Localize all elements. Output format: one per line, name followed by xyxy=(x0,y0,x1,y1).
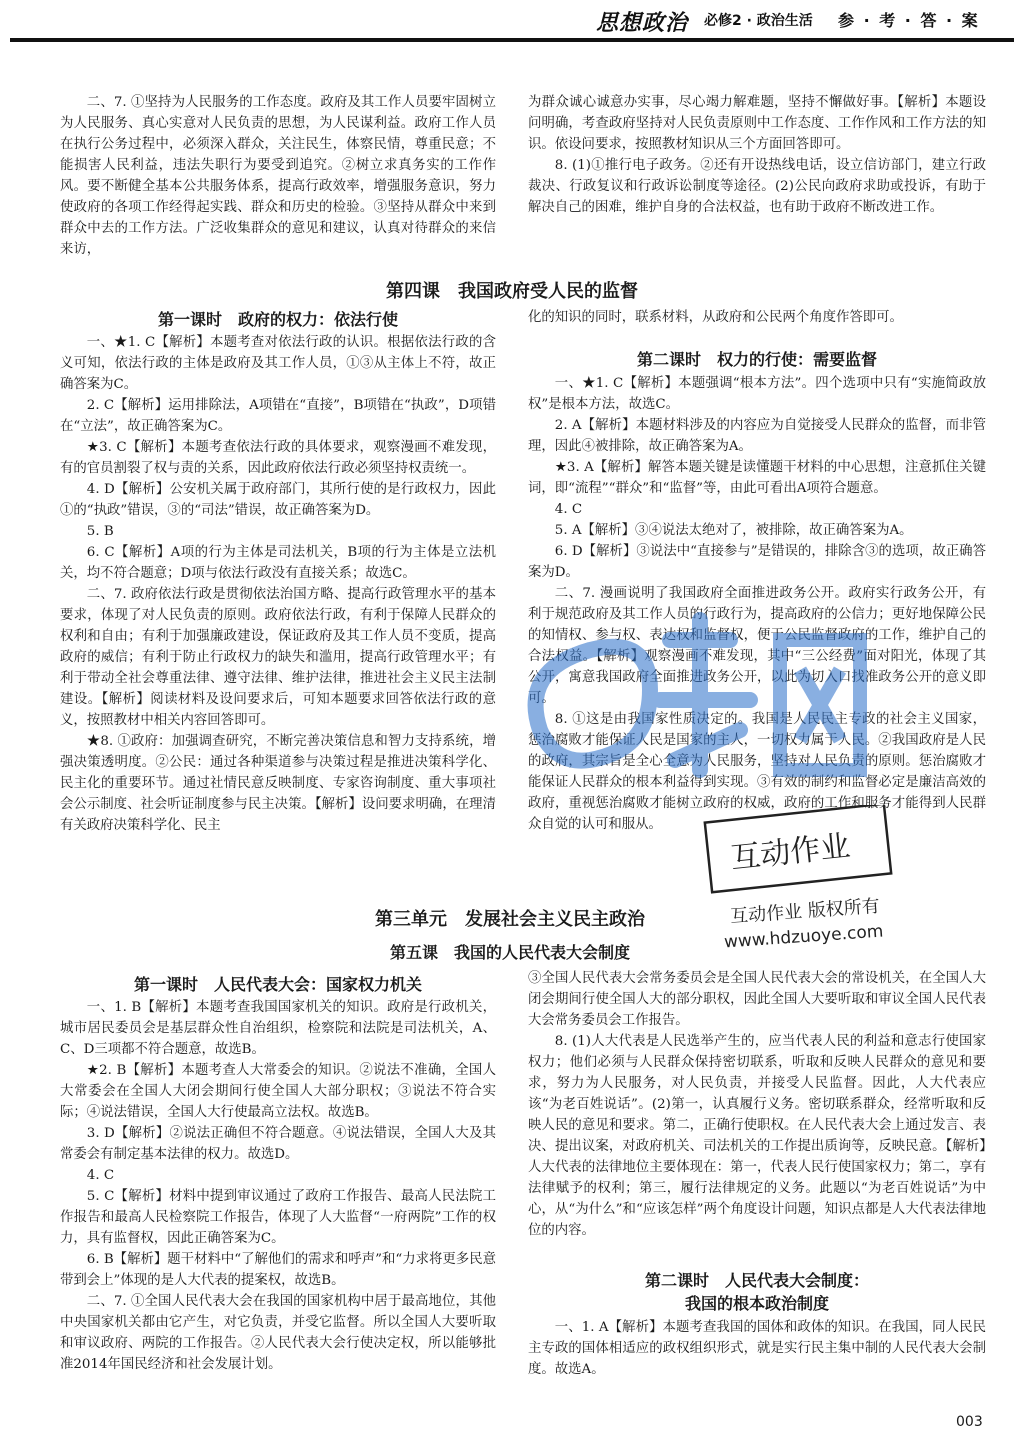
lesson4-period2-title: 第二课时 权力的行使：需要监督 xyxy=(636,350,877,369)
answers-label: 参 · 考 · 答 · 案 xyxy=(838,11,980,30)
watermark-logo xyxy=(500,610,880,800)
watermark-stamp xyxy=(700,805,980,965)
lesson5-title: 第五课 我国的人民代表大会制度 xyxy=(389,943,630,962)
paragraph: ★8. ①政府：加强调查研究，不断完善决策信息和智力支持系统，增强决策透明度。②公民：通过各种渠道参与决策过程是推进决策科学化、民主化的重要环节。通过社情民意反映制度、专家咨询制度、重大事项社会公示制度、社会听证制度参与民主决策。【解析】设问要求明确，在理清有关政府决策科学化、民主 xyxy=(60,734,496,833)
lesson5-period2-title-line1: 第二课时 人民代表大会制度： xyxy=(644,1271,869,1290)
paragraph: 化的知识的同时，联系材料，从政府和公民两个角度作答即可。 xyxy=(528,310,903,325)
paragraph: ★3. C【解析】本题考查依法行政的具体要求，观察漫画不难发现，有的官员割裂了权与责的关系，因此政府依法行政必须坚持权责统一。 xyxy=(60,440,496,476)
stamp-text: 互动作业 版权所有 xyxy=(729,895,881,928)
paragraph: 一、★1. C【解析】本题考查对依法行政的认识。根据依法行政的含义可知，依法行政的主体是政府及其工作人员，①③从主体上不符，故正确答案为C。 xyxy=(60,335,496,392)
page-header xyxy=(0,0,1024,48)
paragraph: 6. D【解析】③说法中“直接参与”是错误的，排除含③的选项，故正确答案为D。 xyxy=(528,544,986,580)
paragraph: ★2. B【解析】本题考查人大常委会的知识。②说法不准确，全国人大常委会在全国人大闭会期间行使全国人大部分职权；③说法不符合实际；④说法错误，全国人大行使最高立法权。故选B。 xyxy=(60,1063,496,1120)
top-left-column xyxy=(60,92,496,260)
paragraph: 4. D【解析】公安机关属于政府部门，其所行使的是行政权力，因此①的“执政”错误，③的“司法”错误，故正确答案为D。 xyxy=(60,482,496,518)
paragraph: 8. (1)人大代表是人民选举产生的，应当代表人民的利益和意志行使国家权力；他们必须与人民群众保持密切联系，听取和反映人民群众的意见和要求，努力为人民服务，对人民负责，并接受人民监督。因此，人大代表应该“为老百姓说话”。(2)第一，认真履行义务。密切联系群众，经常听取和反映人民的意见和要求。第二，正确行使职权。在人民代表大会上通过发言、表决、提出议案，对政府机关、司法机关的工作提出质询等，反映民意。【解析】人大代表的法律地位主要体现在：第一，代表人民行使国家权力；第二，享有法律赋予的权利；第三，履行法律规定的义务。此题以“为老百姓说话”为中心，从“为什么”和“应该怎样”两个角度设计问题，知识点都是人大代表法律地位的内容。 xyxy=(528,1034,986,1238)
top-right-column xyxy=(528,92,986,218)
paragraph: ★3. A【解析】解答本题关键是读懂题干材料的中心思想，注意抓住关键词，即“流程”“群众”和“监督”等，由此可看出A项符合题意。 xyxy=(528,460,986,496)
paragraph: ③全国人民代表大会常务委员会是全国人民代表大会的常设机关，在全国人大闭会期间行使全国人大的部分职权，因此全国人大要听取和审议全国人民代表大会常务委员会工作报告。 xyxy=(528,971,986,1028)
paragraph: 二、7. ①全国人民代表大会在我国的国家机构中居于最高地位，其他中央国家机关都由它产生，对它负责，并受它监督。所以全国人大要听取和审议政府、两院的工作报告。②人民代表大会行使决定权，所以能够批准2014年国民经济和社会发展计划。 xyxy=(60,1294,496,1372)
watermark-stroke xyxy=(536,647,650,761)
lesson4-right-column xyxy=(528,307,986,328)
lesson5-period1-column xyxy=(60,997,496,1375)
lesson5-period2-title-line2: 我国的根本政治制度 xyxy=(684,1294,829,1313)
paragraph: 一、1. A【解析】本题考查我国的国体和政体的知识。在我国，同人民民主专政的国体相适应的政权组织形式，就是实行民主集中制的人民代表大会制度。故选A。 xyxy=(528,1320,986,1377)
paragraph: 5. B xyxy=(86,524,114,539)
stamp-text: www.hdzuoye.com xyxy=(723,921,884,953)
book-subtitle: 必修2 · 政治生活 xyxy=(704,13,813,29)
paragraph: 5. C【解析】材料中提到审议通过了政府工作报告、最高人民法院工作报告和最高人民检察院工作报告，体现了人大监督“一府两院”工作的权力，具有监督权，因此正确答案为C。 xyxy=(60,1189,496,1246)
paragraph: 6. C【解析】A项的行为主体是司法机关，B项的行为主体是立法机关，均不符合题意；D项与依法行政没有直接关系；故选C。 xyxy=(60,545,496,581)
header-rule xyxy=(10,38,1014,42)
paragraph: 2. A【解析】本题材料涉及的内容应为自觉接受人民群众的监督，而非管理，因此④被排除，故正确答案为A。 xyxy=(528,418,986,454)
lesson5-period1-title: 第一课时 人民代表大会：国家权力机关 xyxy=(133,975,422,994)
watermark-stroke xyxy=(780,640,860,770)
paragraph: 8. (1)①推行电子政务。②还有开设热线电话，设立信访部门，建立行政裁决、行政复议和行政诉讼制度等途径。(2)公民向政府求助或投诉，有助于解决自己的困难，维护自身的合法权益，也有助于政府不断改进工作。 xyxy=(528,158,986,215)
paragraph: 3. D【解析】②说法正确但不符合题意。④说法错误，全国人大及其常委会有制定基本法律的权力。故选D。 xyxy=(60,1126,496,1162)
paragraph: 5. A【解析】③④说法太绝对了，被排除，故正确答案为A。 xyxy=(554,523,913,538)
lesson4-title: 第四课 我国政府受人民的监督 xyxy=(386,281,638,302)
paragraph: 6. B【解析】题干材料中“了解他们的需求和呼声”和“力求将更多民意带到会上”体现的是人大代表的提案权，故选B。 xyxy=(60,1252,496,1288)
paragraph: 一、1. B【解析】本题考查我国国家机关的知识。政府是行政机关，城市居民委员会是基层群众性自治组织，检察院和法院是司法机关，A、C、D三项都不符合题意，故选B。 xyxy=(60,1000,496,1057)
paragraph: 为群众诚心诚意办实事，尽心竭力解难题，坚持不懈做好事。【解析】本题设问明确，考查政府坚持对人民负责原则中工作态度、工作作风和工作方法的知识。依设问要求，按照教材知识从三个方面回答即可。 xyxy=(528,95,986,152)
lesson4-period1-title: 第一课时 政府的权力：依法行使 xyxy=(157,310,398,329)
paragraph: 2. C【解析】运用排除法，A项错在“直接”，B项错在“执政”，D项错在“立法”，故正确答案为C。 xyxy=(60,398,496,434)
page-number: 003 xyxy=(956,1414,983,1430)
lesson5-period2-column xyxy=(528,1317,986,1380)
book-series-logo: 思想政治 xyxy=(596,11,689,36)
paragraph: 一、★1. C【解析】本题强调“根本方法”。四个选项中只有“实施简政放权”是根本方法，故选C。 xyxy=(528,376,986,412)
watermark-stroke xyxy=(660,620,750,770)
stamp-text: 互动作业 xyxy=(728,828,852,877)
paragraph: 二、7. 漫画说明了我国政府全面推进政务公开。政府实行政务公开，有利于规范政府及其工作人员的行政行为，提高政府的公信力；更好地保障公民的知情权、参与权、表达权和监督权，便于公民监督政府的工作，维护自己的合法权益。【解析】观察漫画不难发现，其中“三公经费”面对阳光，体现了其公开，寓意我国政府全面推进政务公开，以此为切入口找准政务公开的意义即可。 xyxy=(528,586,986,706)
paragraph: 4. C xyxy=(86,1168,115,1183)
lesson5-right-column xyxy=(528,968,986,1241)
paragraph: 8. ①这是由我国家性质决定的。我国是人民民主专政的社会主义国家，惩治腐败才能保证人民是国家的主人，一切权力属于人民。②我国政府是人民的政府，其宗旨是全心全意为人民服务，坚持对人民负责的原则。惩治腐败才能保证人民群众的根本利益得到实现。③有效的制约和监督必定是廉洁高效的政府，重视惩治腐败才能树立政府的权威，政府的工作和服务才能得到人民群众自觉的认可和服从。 xyxy=(528,712,986,832)
lesson4-period1-column xyxy=(60,332,496,836)
unit3-title: 第三单元 发展社会主义民主政治 xyxy=(375,909,645,930)
paragraph: 二、7. 政府依法行政是贯彻依法治国方略、提高行政管理水平的基本要求，体现了对人民负责的原则。政府依法行政，有利于保障人民群众的权利和自由；有利于加强廉政建设，保证政府及其工作人员不变质，提高政府的威信；有利于防止行政权力的缺失和滥用，提高行政管理水平；有利于带动全社会尊重法律、遵守法律、维护法律，推进社会主义民主法制建设。【解析】阅读材料及设问要求后，可知本题要求回答依法行政的意义，按照教材中相关内容回答即可。 xyxy=(60,587,496,728)
paragraph: 二、7. ①坚持为人民服务的工作态度。政府及其工作人员要牢固树立为人民服务、真心实意对人民负责的思想，为人民谋利益。政府工作人员在执行公务过程中，必须深入群众，关注民生，体察民情，尊重民意；不能损害人民利益，违法失职行为要受到追究。②树立求真务实的工作作风。要不断健全基本公共服务体系，提高行政效率，增强服务意识，努力使政府的各项工作经得起实践、群众和历史的检验。③坚持从群众中来到群众中去的工作方法。广泛收集群众的意见和建议，认真对待群众的来信来访， xyxy=(60,95,496,257)
paragraph: 4. C xyxy=(554,502,583,517)
